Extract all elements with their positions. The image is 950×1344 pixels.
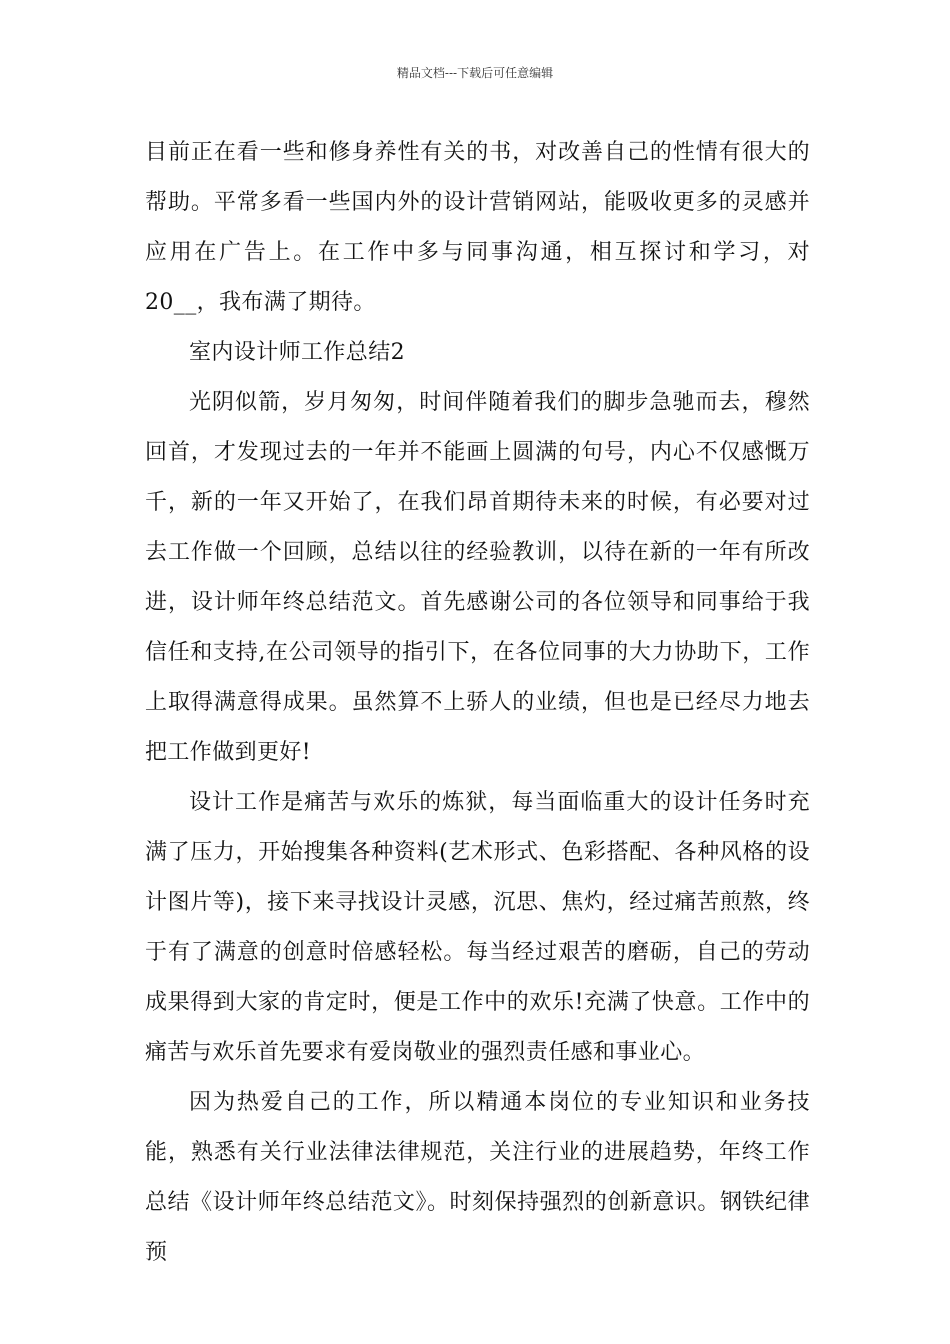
page-header: 精品文档---下载后可任意编辑 bbox=[396, 66, 554, 80]
paragraph-design-work: 设计工作是痛苦与欢乐的炼狱，每当面临重大的设计任务时充满了压力，开始搜集各种资料(艺术形式、色彩搭配、各种风格的设计图片等)，接下来寻找设计灵感，沉思、焦灼，经过痛苦煎熬，终于有了满意的创意时倍感轻松。每当经过艰苦的磨砺，自己的劳动成果得到大家的肯定时，便是工作中的欢乐!充满了快意。工作中的痛苦与欢乐首先要求有爱岗敬业的强烈责任感和事业心。 bbox=[145, 790, 810, 1065]
document-body bbox=[145, 128, 810, 1278]
paragraph-intro: 光阴似箭，岁月匆匆，时间伴随着我们的脚步急驰而去，穆然回首，才发现过去的一年并不能画上圆满的句号，内心不仅感慨万千，新的一年又开始了，在我们昂首期待未来的时候，有必要对过去工作做一个回顾，总结以往的经验教训，以待在新的一年有所改进，设计师年终总结范文。首先感谢公司的各位领导和同事给于我信任和支持,在公司领导的指引下，在各位同事的大力协助下，工作上取得满意得成果。虽然算不上骄人的业绩，但也是已经尽力地去把工作做到更好! bbox=[145, 390, 810, 765]
paragraph-professional: 因为热爱自己的工作，所以精通本岗位的专业知识和业务技能，熟悉有关行业法律法律规范，关注行业的进展趋势，年终工作总结《设计师年终总结范文》。时刻保持强烈的创新意识。钢铁纪律预 bbox=[145, 1090, 810, 1265]
section-heading: 室内设计师工作总结2 bbox=[189, 340, 405, 365]
paragraph-continuation: 目前正在看一些和修身养性有关的书，对改善自己的性情有很大的帮助。平常多看一些国内外的设计营销网站，能吸收更多的灵感并应用在广告上。在工作中多与同事沟通，相互探讨和学习，对20__，我布满了期待。 bbox=[145, 140, 810, 315]
